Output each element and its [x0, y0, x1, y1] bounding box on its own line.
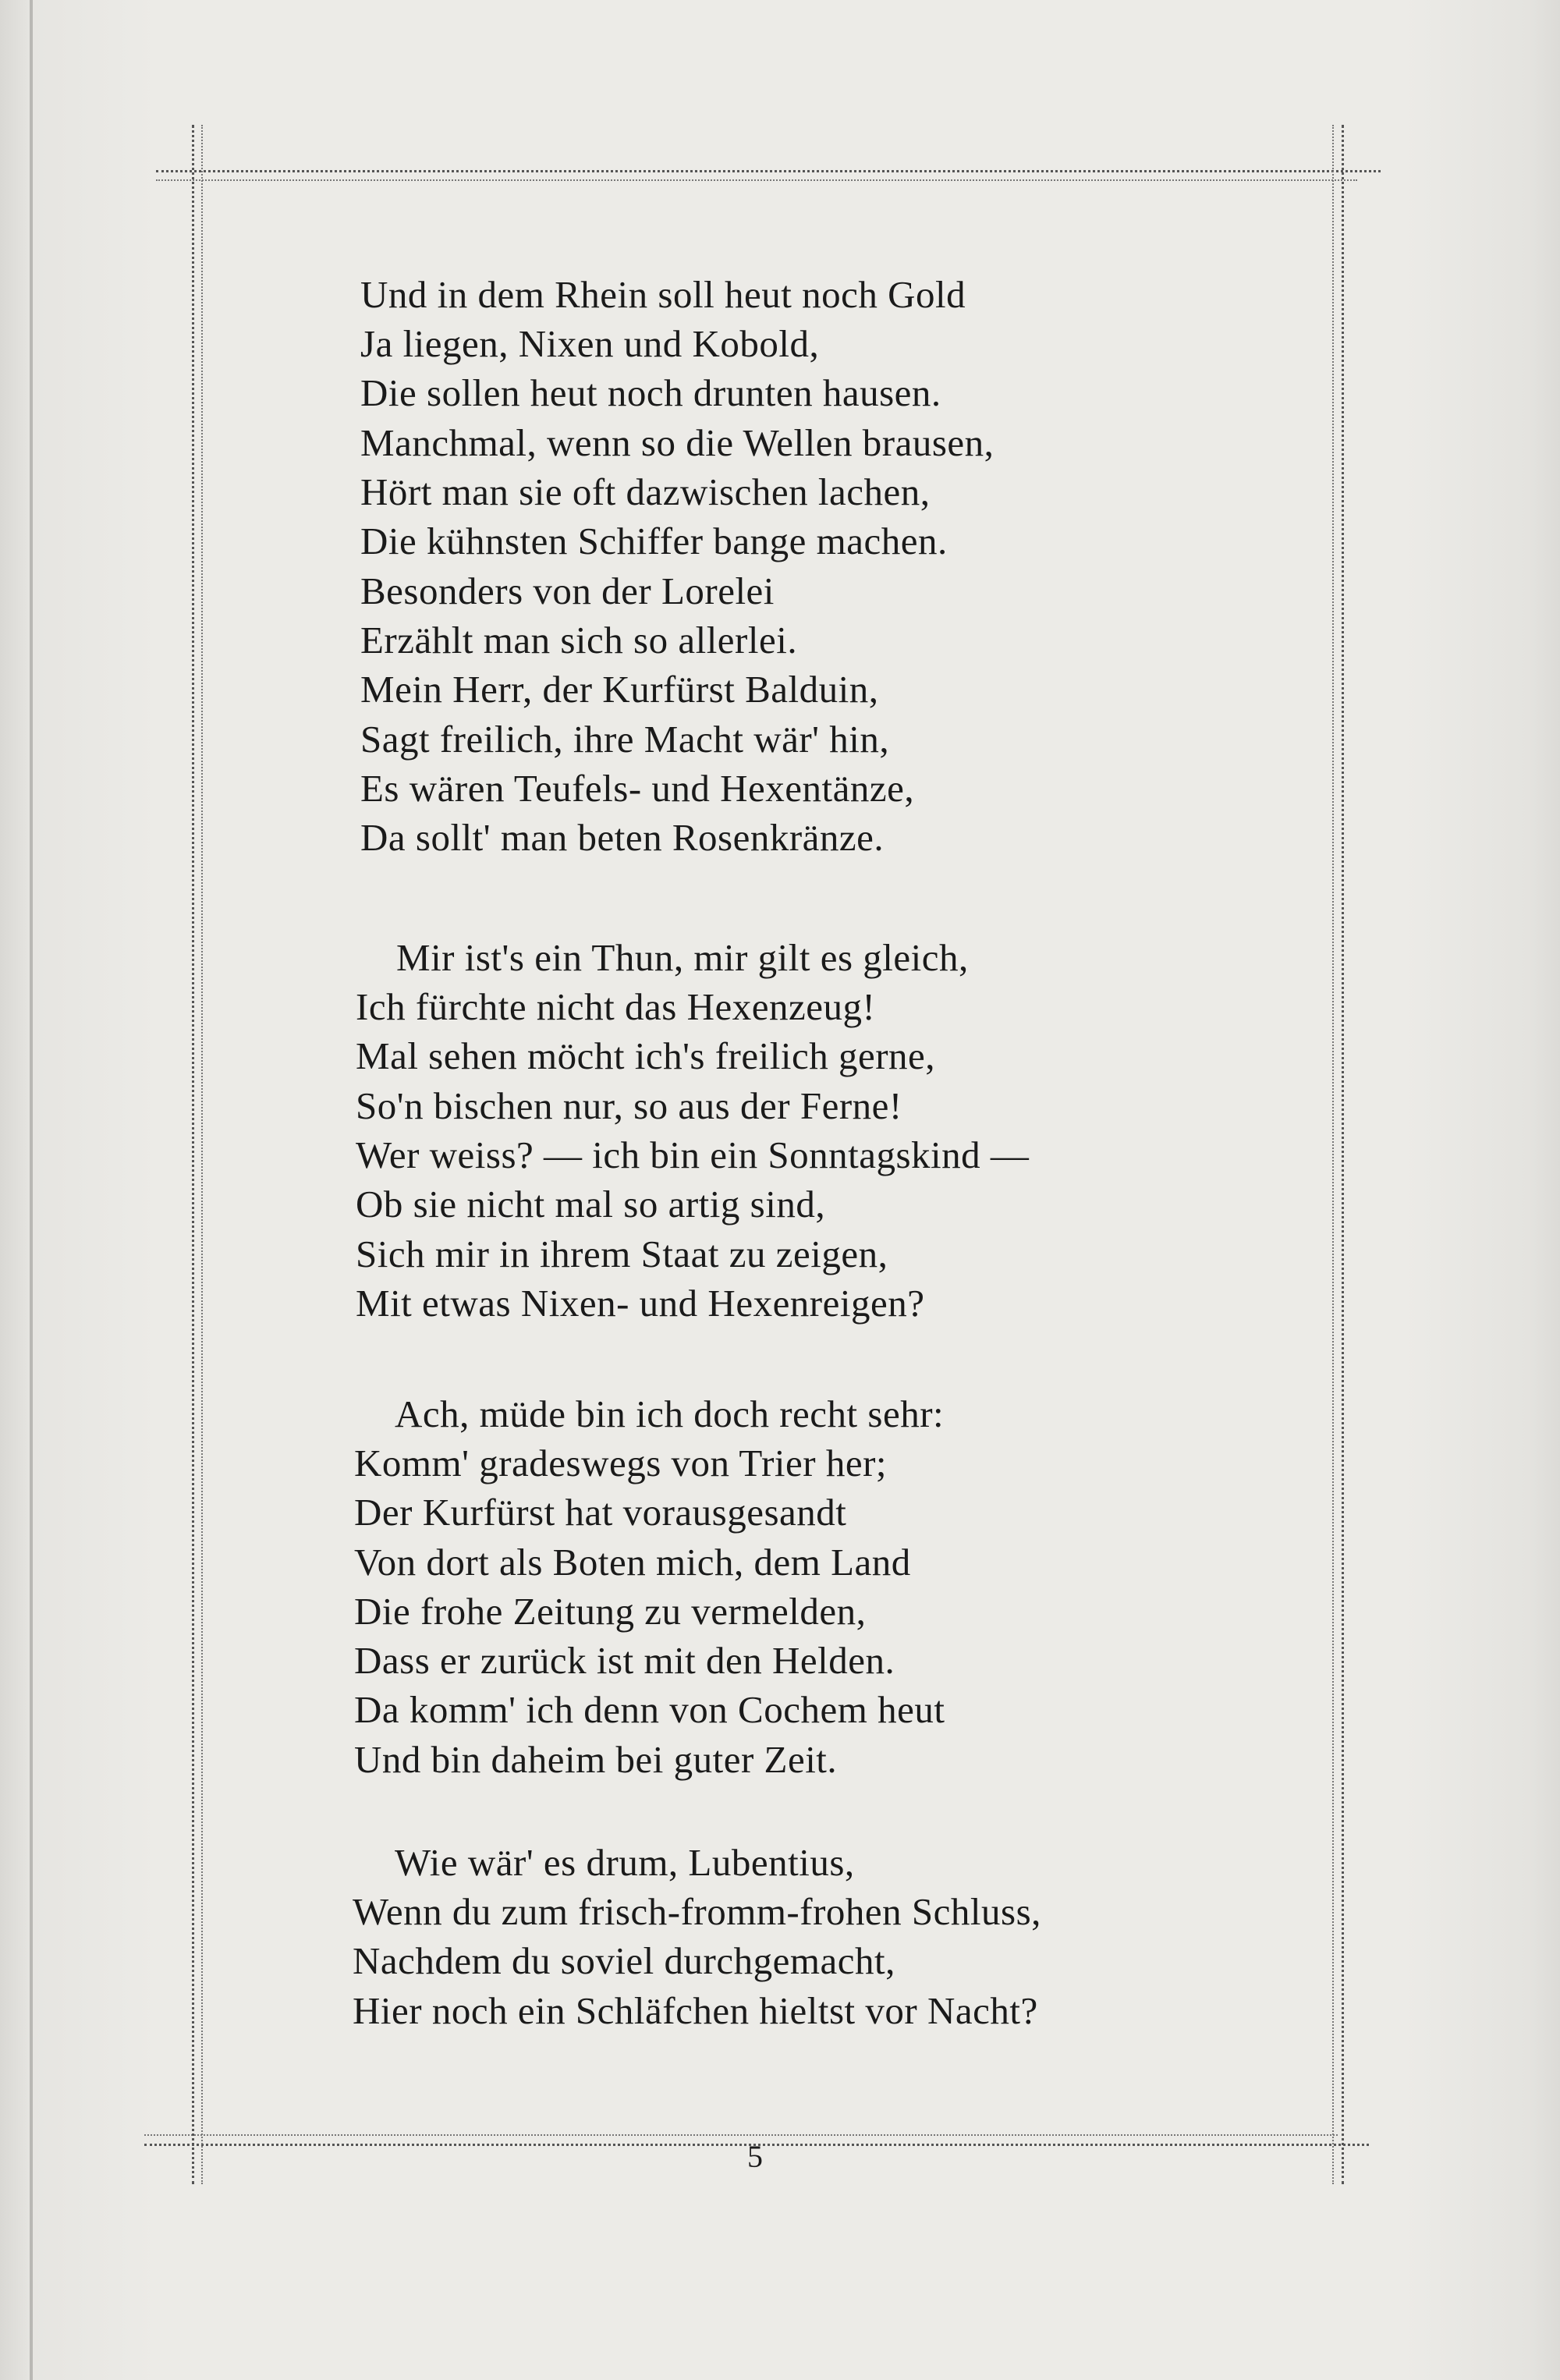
verse-line: Ach, müde bin ich doch recht sehr: [395, 1392, 945, 1435]
verse-line: Und in dem Rhein soll heut noch Gold [360, 273, 966, 316]
frame-right-rule [1342, 125, 1344, 2184]
frame-top-rule-inner [156, 179, 1357, 181]
verse-line: Und bin daheim bei guter Zeit. [354, 1738, 838, 1781]
verse-line: Komm' gradeswegs von Trier her; [354, 1442, 888, 1484]
verse-line: Ich fürchte nicht das Hexenzeug! [356, 985, 876, 1028]
verse-line: Nachdem du soviel durchgemacht, [353, 1939, 895, 1982]
verse-line: Sagt freilich, ihre Macht wär' hin, [360, 718, 890, 761]
verse-line: Besonders von der Lorelei [360, 569, 775, 612]
verse-line: Manchmal, wenn so die Wellen brausen, [360, 421, 994, 464]
verse-line: Erzählt man sich so allerlei. [360, 619, 798, 662]
verse-line: Sich mir in ihrem Staat zu zeigen, [356, 1233, 888, 1275]
verse-line: Wer weiss? — ich bin ein Sonntagskind — [356, 1133, 1030, 1176]
frame-bottom-rule-inner [144, 2134, 1338, 2136]
verse-line: Da komm' ich denn von Cochem heut [354, 1688, 945, 1731]
verse-line: Mir ist's ein Thun, mir gilt es gleich, [396, 936, 969, 979]
verse-line: Mal sehen möcht ich's freilich gerne, [356, 1034, 936, 1077]
verse-line: Die sollen heut noch drunten hausen. [360, 371, 941, 414]
binding-edge [30, 0, 33, 2380]
verse-line: Die kühnsten Schiffer bange machen. [360, 520, 948, 562]
verse-line: Dass er zurück ist mit den Helden. [354, 1639, 895, 1682]
verse-line: Die frohe Zeitung zu vermelden, [354, 1590, 867, 1633]
verse-line: Ja liegen, Nixen und Kobold, [360, 322, 820, 365]
verse-line: Von dort als Boten mich, dem Land [354, 1541, 911, 1584]
verse-line: Wenn du zum frisch-fromm-frohen Schluss, [353, 1890, 1041, 1933]
verse-line: Hier noch ein Schläfchen hieltst vor Nacht? [353, 1989, 1038, 2032]
verse-line: Da sollt' man beten Rosenkränze. [360, 816, 885, 859]
verse-line: Wie wär' es drum, Lubentius, [395, 1841, 855, 1884]
page-number: 5 [747, 2139, 763, 2174]
verse-line: Mit etwas Nixen- und Hexenreigen? [356, 1282, 925, 1325]
verse-line: Der Kurfürst hat vorausgesandt [354, 1491, 847, 1534]
frame-left-rule-inner [201, 125, 203, 2184]
frame-top-rule [156, 170, 1381, 172]
frame-left-rule [192, 125, 194, 2184]
verse-line: Es wären Teufels- und Hexentänze, [360, 767, 915, 810]
frame-right-rule-inner [1332, 125, 1334, 2184]
verse-line: Hört man sie oft dazwischen lachen, [360, 470, 931, 513]
verse-line: So'n bischen nur, so aus der Ferne! [356, 1084, 902, 1127]
verse-line: Ob sie nicht mal so artig sind, [356, 1183, 826, 1225]
verse-line: Mein Herr, der Kurfürst Balduin, [360, 668, 879, 711]
